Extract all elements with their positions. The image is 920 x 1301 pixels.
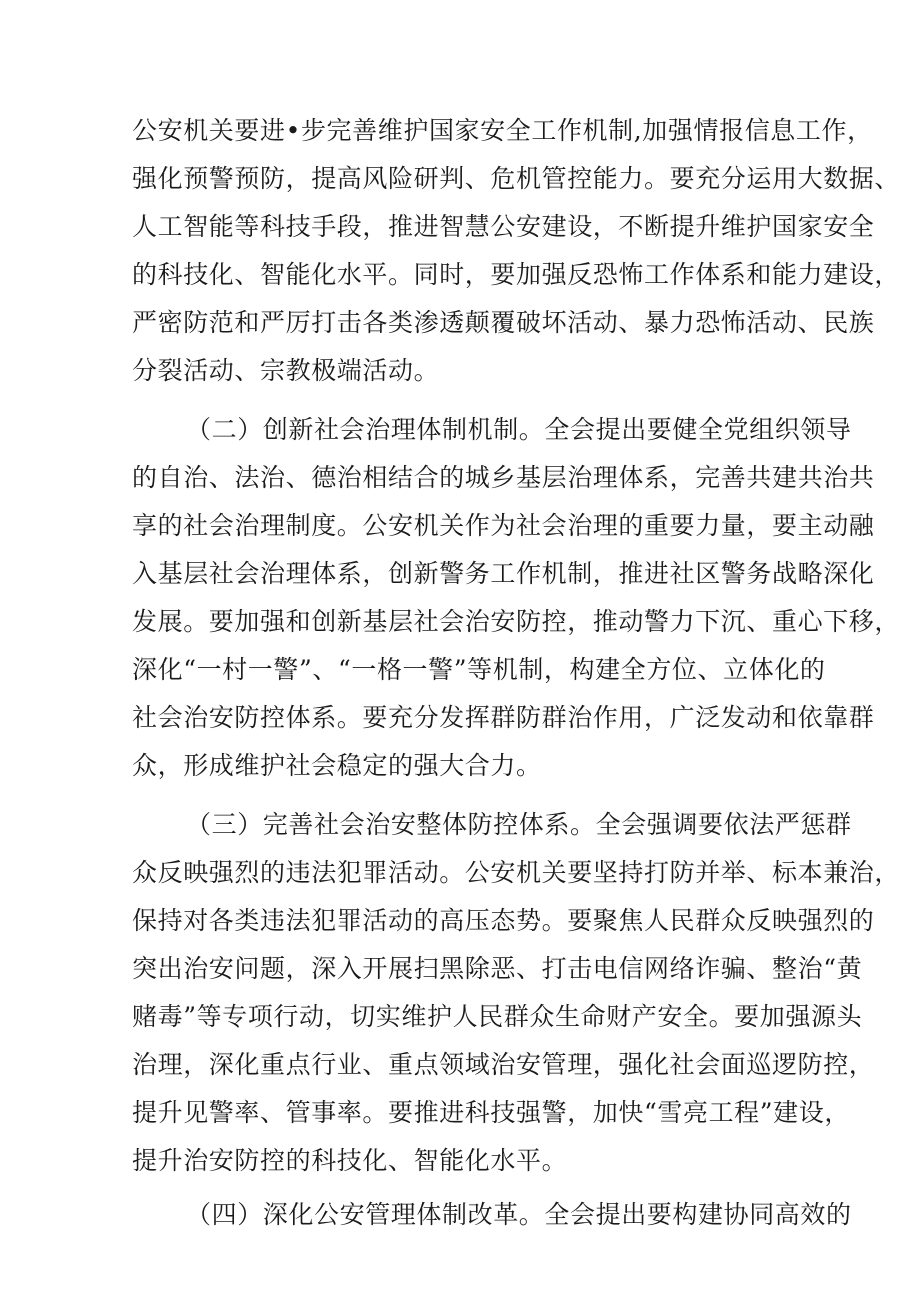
text-line: 的自治、法治、德治相结合的城乡基层治理体系，完善共建共治共 — [132, 463, 875, 492]
text-line: 众，形成维护社会稳定的强大合力。 — [132, 751, 542, 780]
text-line: 深化“一村一警”、“一格一警”等机制，构建全方位、立体化的 — [132, 655, 826, 684]
text-line: 发展。要加强和创新基层社会治安防控，推动警力下沉、重心下移， — [132, 607, 901, 636]
text-line: 分裂活动、宗教极端活动。 — [132, 356, 440, 385]
text-line: 的科技化、智能化水平。同时，要加强反恐怖工作体系和能力建设， — [132, 260, 901, 289]
text-line: 治理，深化重点行业、重点领域治安管理，强化社会面巡逻防控， — [132, 1050, 875, 1079]
text-line: （二）创新社会治理体制机制。全会提出要健全党组织领导 — [186, 415, 852, 444]
text-line: 保持对各类违法犯罪活动的高压态势。要聚焦人民群众反映强烈的 — [132, 906, 875, 935]
text-line: （三）完善社会治安整体防控体系。全会强调要依法严惩群 — [186, 810, 852, 839]
text-line: 入基层社会治理体系，创新警务工作机制，推进社区警务战略深化 — [132, 559, 875, 588]
text-line: 严密防范和严厉打击各类渗透颠覆破坏活动、暴力恐怖活动、民族 — [132, 308, 875, 337]
text-line: 社会治安防控体系。要充分发挥群防群治作用，广泛发动和依靠群 — [132, 703, 875, 732]
text-line: （四）深化公安管理体制改革。全会提出要构建协同高效的 — [186, 1200, 852, 1229]
text-line: 众反映强烈的违法犯罪活动。公安机关要坚持打防并举、标本兼治， — [132, 858, 901, 887]
text-line: 强化预警预防，提高风险研判、危机管控能力。要充分运用大数据、 — [132, 164, 901, 193]
text-line: 赌毒”等专项行动，切实维护人民群众生命财产安全。要加强源头 — [132, 1002, 863, 1031]
text-line: 公安机关要进•步完善维护国家安全工作机制,加强情报信息工作， — [132, 116, 873, 145]
text-line: 享的社会治理制度。公安机关作为社会治理的重要力量，要主动融 — [132, 511, 875, 540]
text-line: 突出治安问题，深入开展扫黑除恶、打击电信网络诈骗、整治“黄 — [132, 954, 863, 983]
text-line: 提升见警率、管事率。要推进科技强警，加快“雪亮工程”建设， — [132, 1098, 850, 1127]
text-line: 提升治安防控的科技化、智能化水平。 — [132, 1146, 568, 1175]
text-line: 人工智能等科技手段，推进智慧公安建设，不断提升维护国家安全 — [132, 212, 875, 241]
